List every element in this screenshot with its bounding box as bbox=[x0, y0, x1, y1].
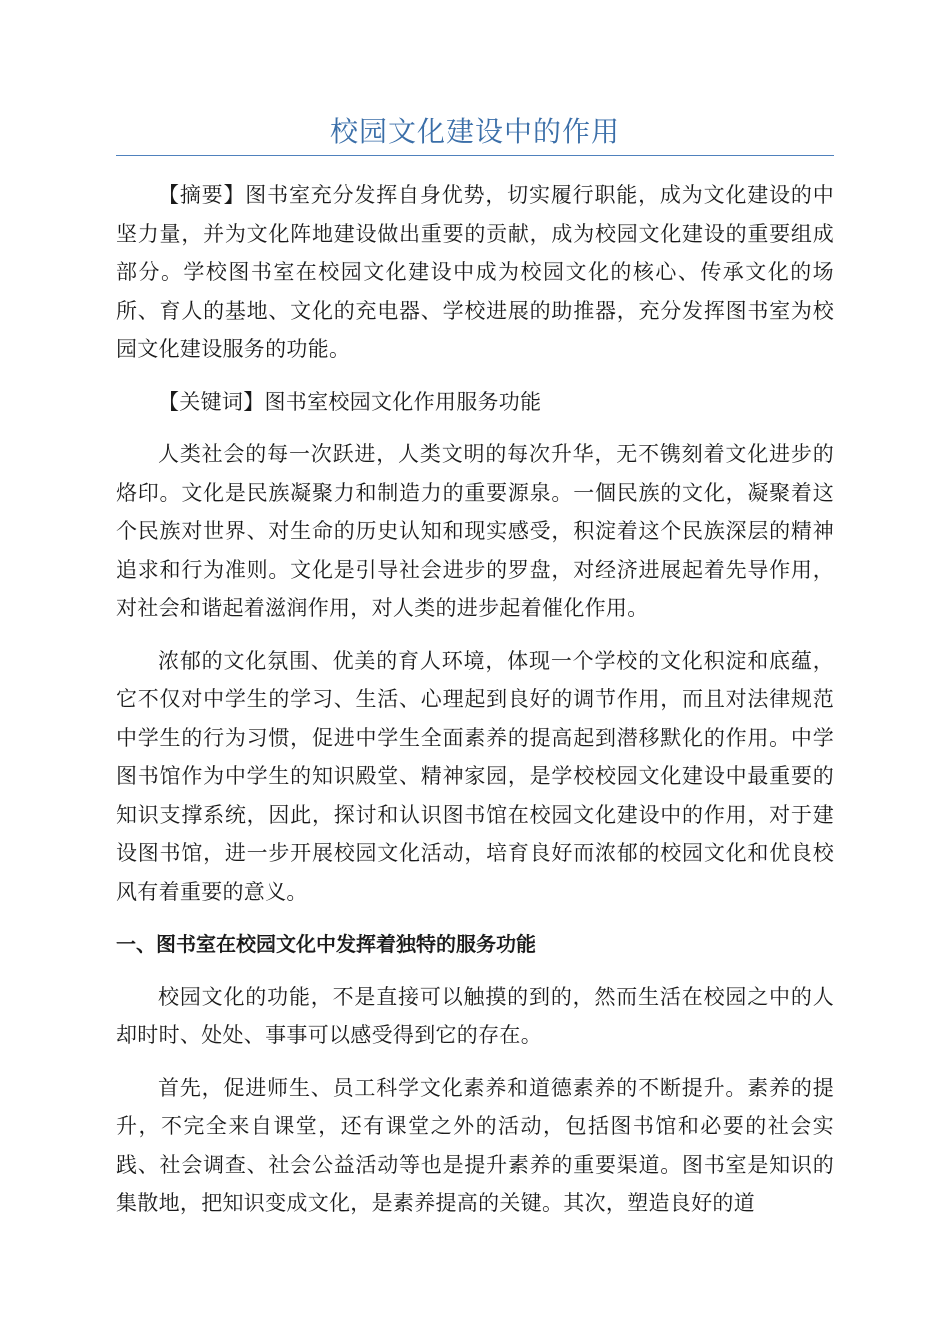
body-paragraph-3: 校园文化的功能，不是直接可以触摸的到的，然而生活在校园之中的人却时时、处处、事事可以感受得到它的存在。 bbox=[116, 984, 834, 1047]
section-heading-1: 一、图书室在校园文化中发挥着独特的服务功能 bbox=[116, 932, 536, 956]
abstract-paragraph: 【摘要】图书室充分发挥自身优势，切实履行职能，成为文化建设的中坚力量，并为文化阵地建设做出重要的贡献，成为校园文化建设的重要组成部分。学校图书室在校园文化建设中成为校园文化的核心、传承文化的场所、育人的基地、文化的充电器、学校进展的助推器，充分发挥图书室为校园文化建设服务的功能。 bbox=[116, 183, 834, 361]
document-title: 校园文化建设中的作用 bbox=[329, 115, 620, 148]
document-body bbox=[116, 176, 834, 1237]
body-paragraph-4: 首先，促进师生、员工科学文化素养和道德素养的不断提升。素养的提升，不完全来自课堂，还有课堂之外的活动，包括图书馆和必要的社会实践、社会调查、社会公益活动等也是提升素养的重要渠道。图书室是知识的集散地，把知识变成文化，是素养提高的关键。其次，塑造良好的道 bbox=[116, 1075, 834, 1215]
keywords-paragraph: 【关键词】图书室校园文化作用服务功能 bbox=[158, 389, 542, 414]
body-paragraph-1: 人类社会的每一次跃进，人类文明的每次升华，无不镌刻着文化进步的烙印。文化是民族凝聚力和制造力的重要源泉。一個民族的文化，凝聚着这个民族对世界、对生命的历史认知和现实感受，积淀着这个民族深层的精神追求和行为准则。文化是引导社会进步的罗盘，对经济进展起着先导作用，对社会和谐起着滋润作用，对人类的进步起着催化作用。 bbox=[116, 442, 834, 620]
body-paragraph-2: 浓郁的文化氛围、优美的育人环境，体现一个学校的文化积淀和底蕴，它不仅对中学生的学习、生活、心理起到良好的调节作用，而且对法律规范中学生的行为习惯，促进中学生全面素养的提高起到潜移默化的作用。中学图书馆作为中学生的知识殿堂、精神家园，是学校校园文化建设中最重要的知识支撑系统，因此，探讨和认识图书馆在校园文化建设中的作用，对于建设图书馆，进一步开展校园文化活动，培育良好而浓郁的校园文化和优良校风有着重要的意义。 bbox=[116, 648, 834, 904]
title-underline bbox=[116, 155, 834, 156]
